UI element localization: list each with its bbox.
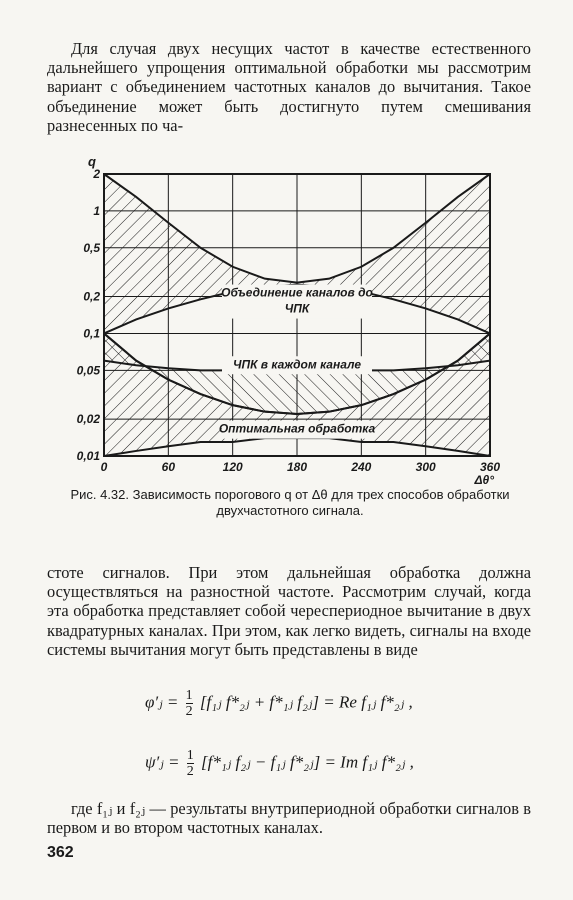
series-label: Оптимальная обработка <box>218 421 376 436</box>
x-axis-label: Δθ° <box>474 473 494 487</box>
figure-chart <box>76 150 520 487</box>
y-tick-label: 0,5 <box>83 240 100 255</box>
y-tick-label: 1 <box>93 203 100 218</box>
y-tick-label: 0,1 <box>83 326 100 341</box>
y-axis-label: q <box>88 154 96 169</box>
x-tick-label: 240 <box>351 460 372 474</box>
paragraph-middle: стоте сигналов. При этом дальнейшая обработка должна осуществляться на разностной частоте. Рассмотрим случай, когда эта обработка представляет собой череспериодное вычитание в двух квадратурных каналах. При этом, как легко видеть, сигналы на входе системы вычитания могут быть представлены в виде <box>47 563 531 659</box>
x-tick-label: 300 <box>415 460 436 474</box>
x-tick-label: 60 <box>161 460 176 474</box>
series-label: Объединение каналов до <box>221 285 373 300</box>
y-tick-label: 0,05 <box>76 363 100 378</box>
paragraph-bottom: где f₁ⱼ и f₂ⱼ — результаты внутрипериодной обработки сигналов в первом и во втором частотных каналах. <box>47 799 531 838</box>
figure-caption: Рис. 4.32. Зависимость порогового q от Δθ для трех способов обработки двухчастотного сигнала. <box>70 487 510 518</box>
x-tick-label: 120 <box>222 460 243 474</box>
y-tick-label: 0,02 <box>76 412 100 427</box>
page-number: 362 <box>47 844 74 861</box>
y-tick-label: 0,01 <box>76 449 100 463</box>
x-tick-label: 0 <box>100 460 108 474</box>
x-tick-label: 360 <box>479 460 501 474</box>
x-tick-label: 180 <box>286 460 308 474</box>
y-tick-label: 0,2 <box>83 289 100 304</box>
series-label: ЧПК <box>284 301 310 316</box>
series-label: ЧПК в каждом канале <box>232 357 362 372</box>
y-tick-label: 2 <box>93 167 100 181</box>
formula-phi: φ′ⱼ = $\frac{1}{2}$ [f₁ⱼ f*₂ⱼ + f*₁ⱼ f₂ⱼ] = Re f₁ⱼ f*₂ⱼ , <box>145 688 413 719</box>
formula-psi: ψ′ⱼ = $\frac{1}{2}$ [f*₁ⱼ f₂ⱼ − f₁ⱼ f*₂ⱼ] = Im f₁ⱼ f*₂ⱼ , <box>145 748 414 779</box>
paragraph-top: Для случая двух несущих частот в качестве естественного дальнейшего упрощения оптимальной обработки мы рассмотрим вариант с объединением частотных каналов до вычитания. Такое объединение может быть достигнуто путем смешивания разнесенных по ча- <box>47 39 531 135</box>
